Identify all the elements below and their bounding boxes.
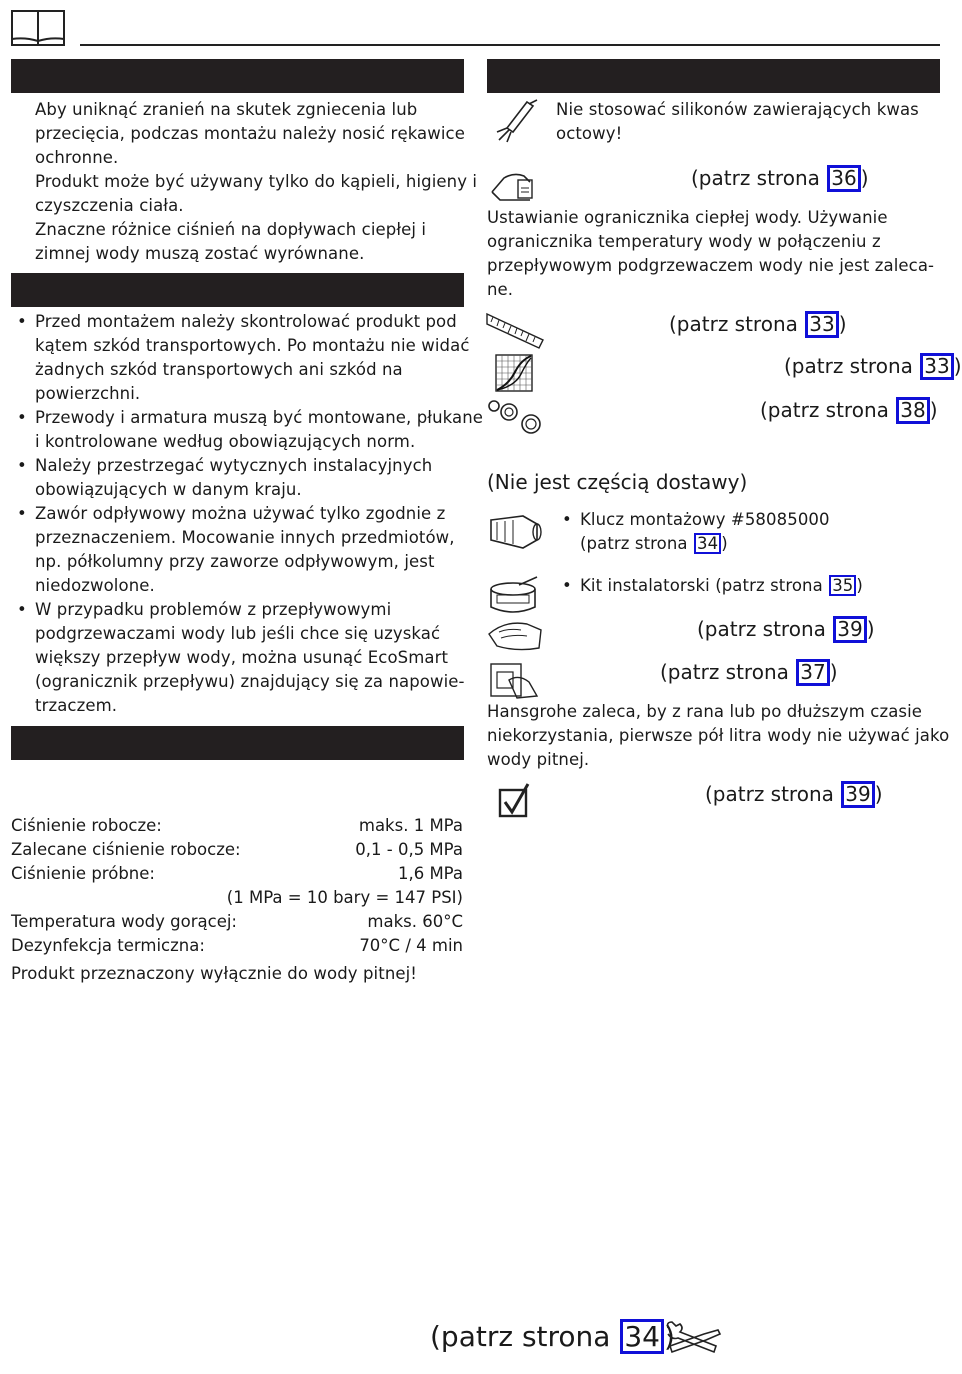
header-rule xyxy=(80,44,940,46)
page-link-box[interactable]: 37 xyxy=(796,659,829,686)
page-ref[interactable]: (patrz strona 39 ) xyxy=(705,782,883,806)
page-link-box[interactable]: 39 xyxy=(833,616,866,643)
section-bar-notes xyxy=(11,273,464,307)
section-bar-right xyxy=(487,59,940,93)
parts-icon xyxy=(487,398,543,434)
book-icon xyxy=(11,10,67,46)
page-link-box[interactable]: 36 xyxy=(827,165,860,192)
checkbox-icon xyxy=(498,782,532,820)
page-ref[interactable]: (patrz strona 37 ) xyxy=(660,660,838,684)
page-ref[interactable]: (patrz strona 36 ) xyxy=(691,166,869,190)
page-ref-bottom[interactable]: (patrz strona 34 ) xyxy=(430,1320,675,1353)
page-link-box[interactable]: 33 xyxy=(805,311,838,338)
page-link-box[interactable]: 38 xyxy=(896,397,929,424)
assembly-key-icon xyxy=(487,510,547,550)
installer-kit-icon xyxy=(489,575,539,615)
page-link-box[interactable]: 34 xyxy=(620,1319,664,1354)
silicone-gun-icon xyxy=(493,98,539,144)
page-ref[interactable]: (patrz strona 38 ) xyxy=(760,398,938,422)
page-link-box[interactable]: 33 xyxy=(920,353,953,380)
ruler-icon xyxy=(487,312,543,348)
page-ref[interactable]: • Kit instalatorski (patrz strona 35 ) xyxy=(580,574,863,598)
wrench-screwdriver-icon xyxy=(664,1320,722,1356)
page-ref[interactable]: (patrz strona 33 ) xyxy=(784,354,962,378)
page-link-box[interactable]: 39 xyxy=(841,781,874,808)
cleaning-hand-icon xyxy=(487,616,543,652)
flow-chart-grid-icon xyxy=(495,354,533,392)
hand-thermometer-icon xyxy=(490,166,536,206)
page-link-box[interactable]: 35 xyxy=(829,575,856,596)
section-bar-safety xyxy=(11,59,464,93)
drinking-water-note: Produkt przeznaczony wyłącznie do wody pitnej! xyxy=(11,964,418,983)
page-ref[interactable]: (patrz strona 39 ) xyxy=(697,617,875,641)
hand-button-icon xyxy=(489,658,539,700)
not-included-heading: (Nie jest częścią dostawy) xyxy=(487,470,748,494)
page-ref[interactable]: (patrz strona 33 ) xyxy=(669,312,847,336)
section-bar-specs xyxy=(11,726,464,760)
page-link-box[interactable]: 34 xyxy=(694,533,721,554)
page-ref[interactable]: (patrz strona 34 ) xyxy=(580,534,728,553)
